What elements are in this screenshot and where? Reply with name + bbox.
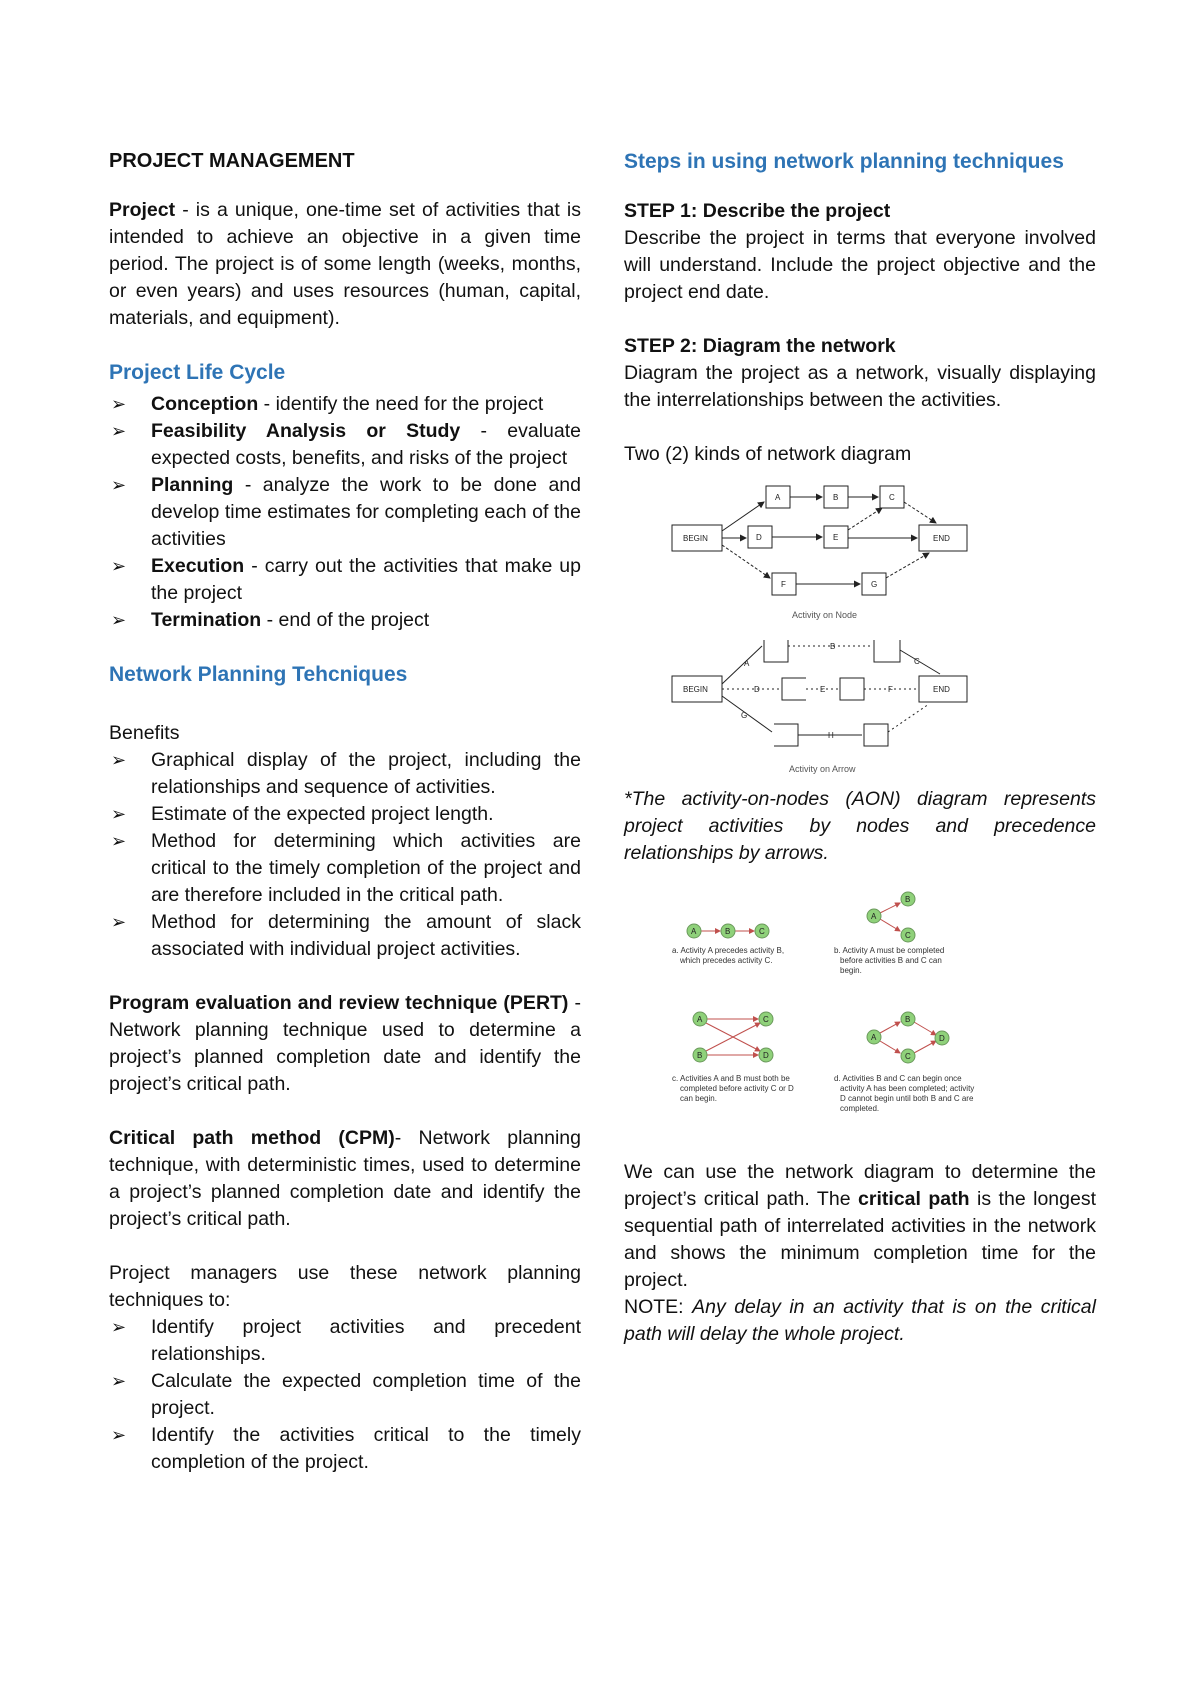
lifecycle-term: Planning <box>151 474 234 496</box>
step1-title-text: STEP 1: Describe the project <box>624 200 891 222</box>
diagram-kinds: Two (2) kinds of network diagram <box>624 443 912 465</box>
list-item <box>109 391 581 418</box>
note-label: NOTE: <box>624 1296 693 1318</box>
aon-arrow <box>886 553 929 578</box>
aoa-label: END <box>933 685 950 694</box>
caption-a: which precedes activity C. <box>680 956 773 965</box>
critical-path-paragraph <box>624 1159 1096 1294</box>
step2-text: Diagram the project as a network, visually displaying the interrelationships between the activities. <box>624 362 1096 411</box>
caption-b: b. Activity A must be completed <box>834 946 945 955</box>
lifecycle-term: Execution <box>151 555 245 577</box>
lifecycle-desc: - analyze the work to be done and develop time estimates for completing each of the activities <box>151 474 581 550</box>
pert-term: Program evaluation and review technique (PERT) <box>109 992 569 1014</box>
caption-c: completed before activity C or D <box>680 1084 794 1093</box>
cp-text-2: is the longest sequential path of interrelated activities in the network and shows the minimum completion time for the project. <box>624 1188 1097 1291</box>
aon-label: BEGIN <box>683 534 708 543</box>
arrow-bullet-icon: ➢ <box>111 421 127 441</box>
lifecycle-desc: - carry out the activities that make up the project <box>151 555 581 604</box>
aoa-label: B <box>830 642 836 651</box>
arrow-bullet-icon: ➢ <box>111 394 127 414</box>
cpm-term: Critical path method (CPM) <box>109 1127 395 1149</box>
node-label: B <box>905 1015 911 1024</box>
aoa-arrow <box>722 646 762 684</box>
node-label: C <box>905 1052 911 1061</box>
node-label: A <box>871 912 877 921</box>
aon-label: END <box>933 534 950 543</box>
arrow-bullet-icon: ➢ <box>111 556 127 576</box>
aon-arrow <box>722 502 764 531</box>
caption-c: c. Activities A and B must both be <box>672 1074 790 1083</box>
right-column <box>624 148 1096 1348</box>
aon-label: G <box>871 580 878 589</box>
aon-label: A <box>775 493 781 502</box>
arrow-bullet-icon: ➢ <box>111 475 127 495</box>
caption-b: begin. <box>840 966 862 975</box>
pert-def-text: - Network planning technique used to determine a project’s planned completion date and identify the project’s critical path. <box>109 992 581 1095</box>
aoa-label: A <box>744 659 750 668</box>
caption-d: d. Activities B and C can begin once <box>834 1074 962 1083</box>
note-text: Any delay in an activity that is on the critical path will delay the whole project. <box>624 1296 1096 1345</box>
caption-d: D cannot begin until both B and C are <box>840 1094 974 1103</box>
page-title: PROJECT MANAGEMENT <box>109 150 355 172</box>
aoa-node <box>774 724 798 746</box>
aoa-label: BEGIN <box>683 685 708 694</box>
aon-note <box>624 786 1096 867</box>
benefits-label: Benefits <box>109 722 180 744</box>
aon-diagram <box>624 468 1096 636</box>
arrow-bullet-icon: ➢ <box>111 1317 127 1337</box>
node-label: D <box>763 1051 769 1060</box>
list-item <box>109 747 581 801</box>
lifecycle-term: Feasibility Analysis or Study <box>151 420 461 442</box>
aoa-label: G <box>741 711 748 720</box>
aoa-caption: Activity on Arrow <box>789 764 856 774</box>
aoa-node <box>864 724 888 746</box>
aoa-label: D <box>754 685 760 694</box>
benefit-text: Graphical display of the project, including the relationships and sequence of activities. <box>151 749 581 798</box>
caption-d: completed. <box>840 1104 880 1113</box>
aon-arrow <box>848 508 882 530</box>
list-item <box>109 472 581 553</box>
step2-title-text: STEP 2: Diagram the network <box>624 335 896 357</box>
aon-arrow <box>904 502 936 523</box>
aon-label: C <box>889 493 895 502</box>
aoa-label: H <box>828 731 834 740</box>
aoa-label: C <box>914 657 920 666</box>
aoa-node <box>764 640 788 662</box>
list-item <box>109 909 581 963</box>
lifecycle-list <box>109 391 581 634</box>
arrow-bullet-icon: ➢ <box>111 1425 127 1445</box>
aon-arrow <box>722 545 770 578</box>
caption-c: can begin. <box>680 1094 717 1103</box>
list-item <box>109 607 581 634</box>
manager-text: Calculate the expected completion time of the project. <box>151 1370 581 1419</box>
aoa-diagram <box>624 636 1096 786</box>
aoa-arrow <box>900 650 940 674</box>
arrow-bullet-icon: ➢ <box>111 912 127 932</box>
benefits-list <box>109 747 581 963</box>
managers-intro: Project managers use these network planning techniques to: <box>109 1262 581 1311</box>
cp-text-1: We can use the network diagram to determine the project’s critical path. The <box>624 1161 1096 1210</box>
caption-b: before activities B and C can <box>840 956 942 965</box>
project-term: Project <box>109 199 176 221</box>
node-label: B <box>905 895 911 904</box>
benefit-text: Method for determining which activities are critical to the timely completion of the project and are therefore included in the critical path. <box>151 830 581 906</box>
node-label: C <box>905 931 911 940</box>
left-column <box>109 148 581 1476</box>
node-label: D <box>939 1034 945 1043</box>
aoa-arrow <box>888 704 929 732</box>
node-label: B <box>697 1051 703 1060</box>
manager-text: Identify project activities and precedent relationships. <box>151 1316 581 1365</box>
cpm-definition <box>109 1125 581 1233</box>
list-item <box>109 828 581 909</box>
aoa-label: F <box>888 685 893 694</box>
note-paragraph <box>624 1294 1096 1348</box>
aon-note-text: *The activity-on-nodes (AON) diagram represents project activities by nodes and precedence relationships by arrows. <box>624 788 1096 864</box>
step1-text: Describe the project in terms that everyone involved will understand. Include the project objective and the project end date. <box>624 227 1096 303</box>
cpm-def-text: - Network planning technique, with deterministic times, used to determine a project’s planned completion date and identify the project’s critical path. <box>109 1127 581 1230</box>
caption-a: a. Activity A precedes activity B, <box>672 946 785 955</box>
list-item <box>109 1368 581 1422</box>
lifecycle-term: Conception <box>151 393 259 415</box>
project-def-text: - is a unique, one-time set of activities that is intended to achieve an objective in a given time period. The project is of some length (weeks, months, or even years) and uses resources (human, capital, materials, and equipment). <box>109 199 581 329</box>
steps-heading: Steps in using network planning techniques <box>624 150 1064 173</box>
aoa-node <box>874 640 900 662</box>
lifecycle-term: Termination <box>151 609 262 631</box>
list-item <box>109 1422 581 1476</box>
manager-text: Identify the activities critical to the timely completion of the project. <box>151 1424 581 1473</box>
list-item <box>109 801 581 828</box>
arrow-bullet-icon: ➢ <box>111 1371 127 1391</box>
node-label: B <box>725 927 731 936</box>
pert-definition <box>109 990 581 1098</box>
arrow-bullet-icon: ➢ <box>111 831 127 851</box>
aon-label: B <box>833 493 839 502</box>
node-label: A <box>871 1033 877 1042</box>
lifecycle-heading: Project Life Cycle <box>109 361 286 384</box>
managers-list <box>109 1314 581 1476</box>
node-label: A <box>697 1015 703 1024</box>
aoa-label: E <box>820 685 826 694</box>
list-item <box>109 553 581 607</box>
lifecycle-desc: - identify the need for the project <box>258 393 544 415</box>
aon-label: D <box>756 533 762 542</box>
lifecycle-desc: - evaluate expected costs, benefits, and risks of the project <box>151 420 581 469</box>
aon-label: E <box>833 533 839 542</box>
npt-heading: Network Planning Tehcniques <box>109 663 408 686</box>
lifecycle-desc: - end of the project <box>261 609 430 631</box>
arrow-bullet-icon: ➢ <box>111 750 127 770</box>
arrow-bullet-icon: ➢ <box>111 610 127 630</box>
node-label: C <box>763 1015 769 1024</box>
step2-title <box>624 333 1096 360</box>
cp-term: critical path <box>858 1188 970 1210</box>
aon-caption: Activity on Node <box>792 610 858 620</box>
project-definition <box>109 197 581 332</box>
node-label: C <box>759 927 765 936</box>
caption-d: activity A has been completed; activity <box>840 1084 975 1093</box>
aoa-node <box>840 678 864 700</box>
precedence-figure <box>624 891 1096 1153</box>
list-item <box>109 1314 581 1368</box>
step1-title <box>624 198 1096 225</box>
list-item <box>109 418 581 472</box>
aoa-node <box>782 678 806 700</box>
node-label: A <box>691 927 697 936</box>
benefit-text: Method for determining the amount of slack associated with individual project activities. <box>151 911 581 960</box>
aon-label: F <box>781 580 786 589</box>
benefit-text: Estimate of the expected project length. <box>151 803 494 825</box>
arrow-bullet-icon: ➢ <box>111 804 127 824</box>
